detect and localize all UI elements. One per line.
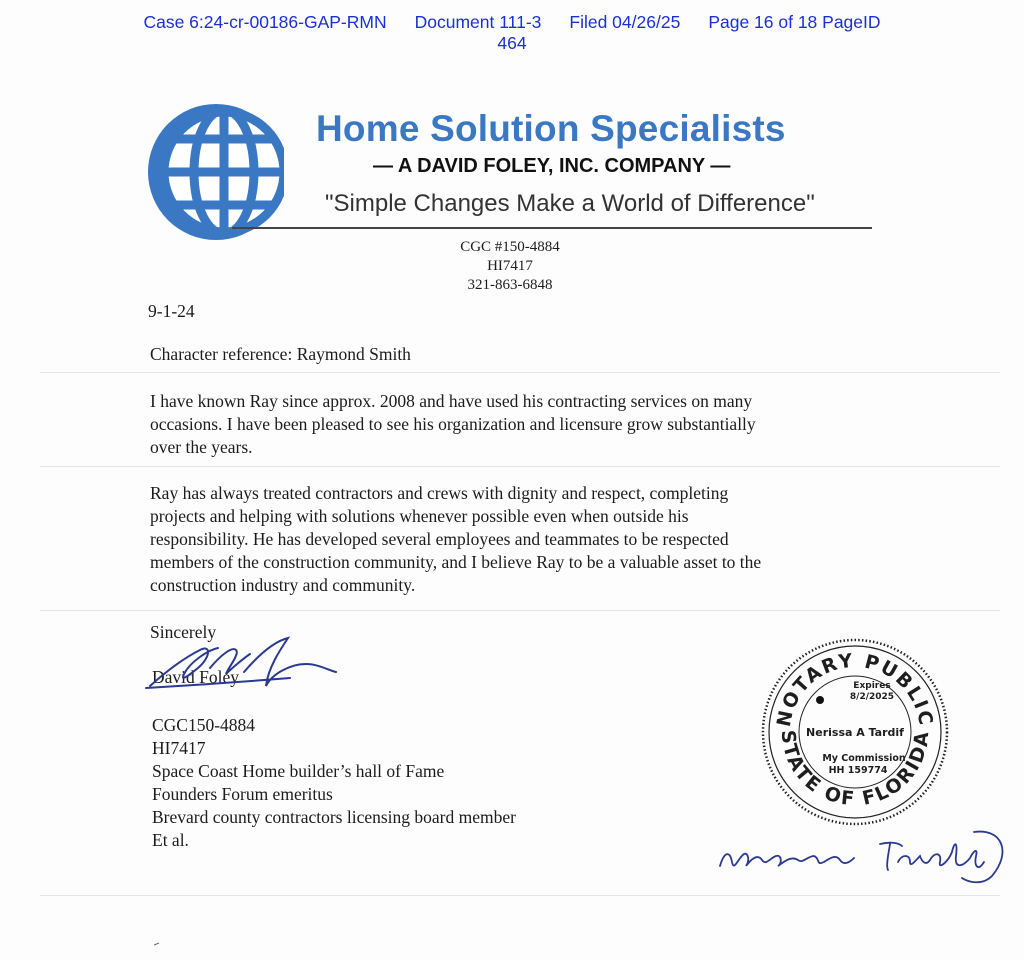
credential-line: Et al. [152,830,189,850]
page-info: Page 16 of 18 PageID [708,12,881,32]
scan-speck [154,942,160,946]
paragraph-line: responsibility. He has developed several employees and teammates to be respected [150,529,729,549]
credential-line: Space Coast Home builder’s hall of Fame [152,761,445,781]
credential-line: Founders Forum emeritus [152,784,333,804]
scan-line [40,895,1000,896]
seal-expires-date: 8/2/2025 [849,692,895,702]
document-number: Document 111-3 [414,12,542,32]
paragraph-line: I have known Ray since approx. 2008 and have used his contracting services on many [150,391,753,411]
seal-notary-name: Nerissa A Tardif [806,726,904,739]
closing: Sincerely [150,622,217,642]
globe-icon [148,103,284,241]
case-number: Case 6:24-cr-00186-GAP-RMN [143,12,387,32]
company-subtitle: — A DAVID FOLEY, INC. COMPANY — [373,155,731,177]
paragraph-line: over the years. [150,437,253,457]
seal-bottom-arc: STATE OF FLORIDA [776,729,934,811]
letter-date: 9-1-24 [148,301,195,321]
license-block [360,238,660,295]
signer-name: David Foley [152,667,240,687]
scan-line [40,610,1000,611]
scan-line [40,372,1000,373]
paragraph-line: construction industry and community. [150,575,416,595]
company-name: Home Solution Specialists [316,108,786,149]
paragraph-1 [150,390,756,459]
letterhead-divider [232,227,872,229]
seal-commission-label: My Commission [822,753,906,764]
page-id: 464 [497,33,527,53]
seal-commission-number: HH 159774 [828,765,888,776]
paragraph-line: Ray has always treated contractors and crews with dignity and respect, completing [150,483,729,503]
paragraph-line: members of the construction community, and I believe Ray to be a valuable asset to the [150,552,762,572]
license-number: CGC #150-4884 [460,239,560,255]
paragraph-line: projects and helping with solutions whenever possible even when outside his [150,506,689,526]
scan-line [40,466,1000,467]
credential-line: HI7417 [152,738,206,758]
credential-line: Brevard county contractors licensing board member [152,807,516,827]
notary-signature-mark [712,822,1012,892]
letter-subject: Character reference: Raymond Smith [150,344,411,364]
seal-dot [816,696,824,704]
seal-expires-label: Expires [853,681,891,691]
credential-line: CGC150-4884 [152,715,256,735]
paragraph-2 [150,482,761,597]
filing-header [0,12,1024,53]
credentials [152,714,516,852]
license-hi: HI7417 [487,258,533,274]
seal-top-arc: NOTARY PUBLIC [772,649,938,729]
filed-date: Filed 04/26/25 [569,12,681,32]
phone-number: 321-863-6848 [467,277,553,293]
notary-seal [760,634,950,830]
paragraph-line: occasions. I have been pleased to see his organization and licensure grow substantially [150,414,756,434]
company-tagline: "Simple Changes Make a World of Difference" [325,190,815,217]
signature-mark [140,628,340,698]
